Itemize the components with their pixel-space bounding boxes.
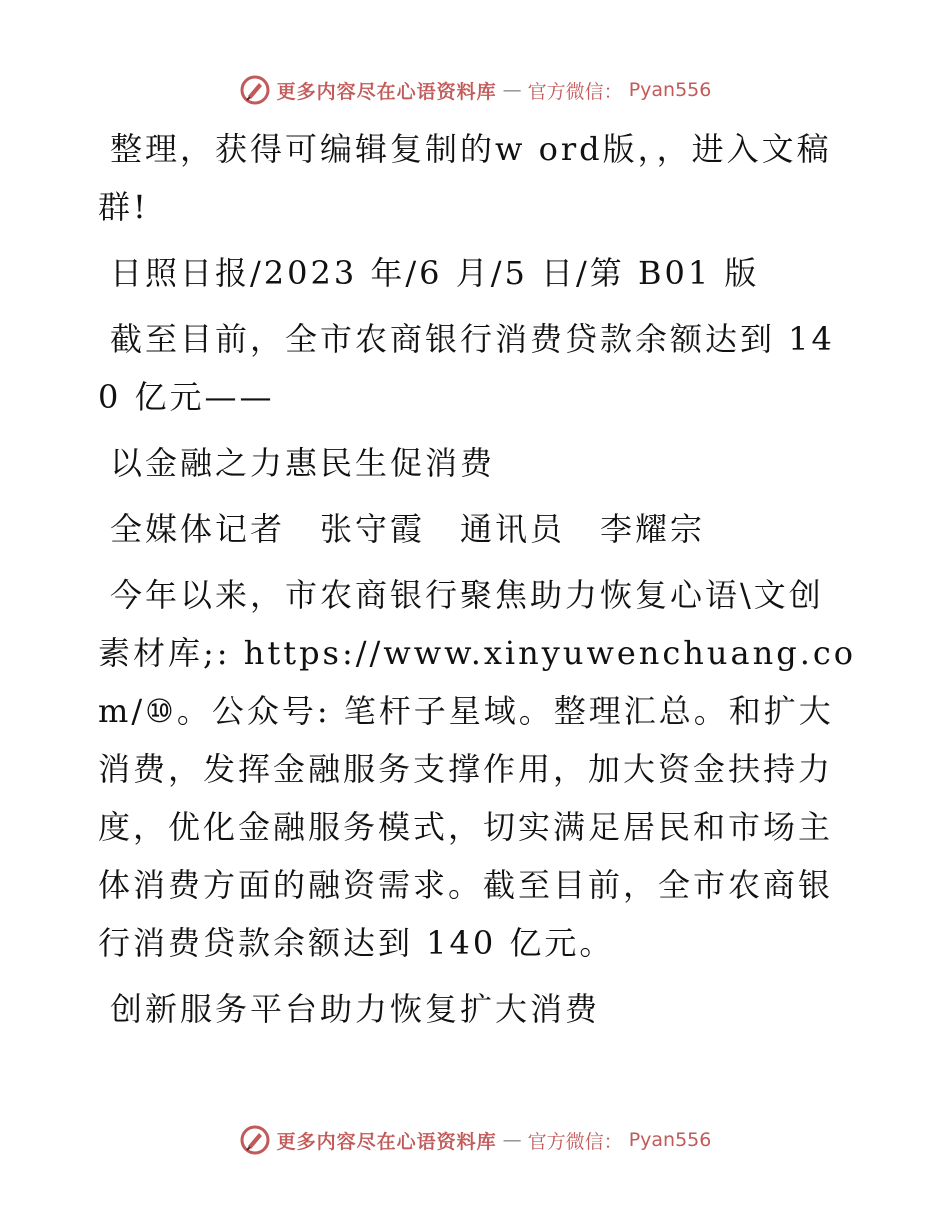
paragraph-source: 日照日报/2023 年/6 月/5 日/第 B01 版 [110, 254, 760, 292]
footer-wechat-label: 官方微信： [527, 1130, 623, 1153]
paragraph-subheading: 创新服务平台助力恢复扩大消费 [110, 990, 601, 1028]
header-wechat-label: 官方微信： [527, 80, 623, 103]
document-body [98, 120, 858, 1046]
header-slogan: 更多内容尽在心语资料库 [276, 80, 497, 103]
paragraph-intro: 整理，获得可编辑复制的w ord版，，进入文稿群! [98, 130, 832, 226]
footer-wechat-id: Pyan556 [628, 1129, 712, 1151]
quill-logo-icon [239, 74, 271, 106]
paragraph-headline: 截至目前，全市农商银行消费贷款余额达到 140 亿元—— [98, 320, 835, 416]
footer-watermark [0, 1120, 950, 1160]
header-dash: — [502, 79, 522, 101]
footer-slogan: 更多内容尽在心语资料库 [276, 1130, 497, 1153]
header-wechat-id: Pyan556 [628, 79, 712, 101]
quill-logo-icon [239, 1124, 271, 1156]
paragraph-title: 以金融之力惠民生促消费 [110, 444, 496, 482]
paragraph-byline: 全媒体记者 张守霞 通讯员 李耀宗 [110, 510, 706, 548]
header-watermark [0, 70, 950, 110]
paragraph-body: 今年以来，市农商银行聚焦助力恢复心语\文创素材库;: https://www.xinyuwenchuang.com/⑩。公众号: 笔杆子星域。整理汇总。和扩大消费，发挥金融服务支撑作用，加大资金扶持力度，优化金融服务模式，切实满足居民和市场主体消费方面的融资需求。截至目前，全市农商银行消费贷款余额达到 140 亿元。 [98, 576, 857, 962]
footer-dash: — [502, 1129, 522, 1151]
